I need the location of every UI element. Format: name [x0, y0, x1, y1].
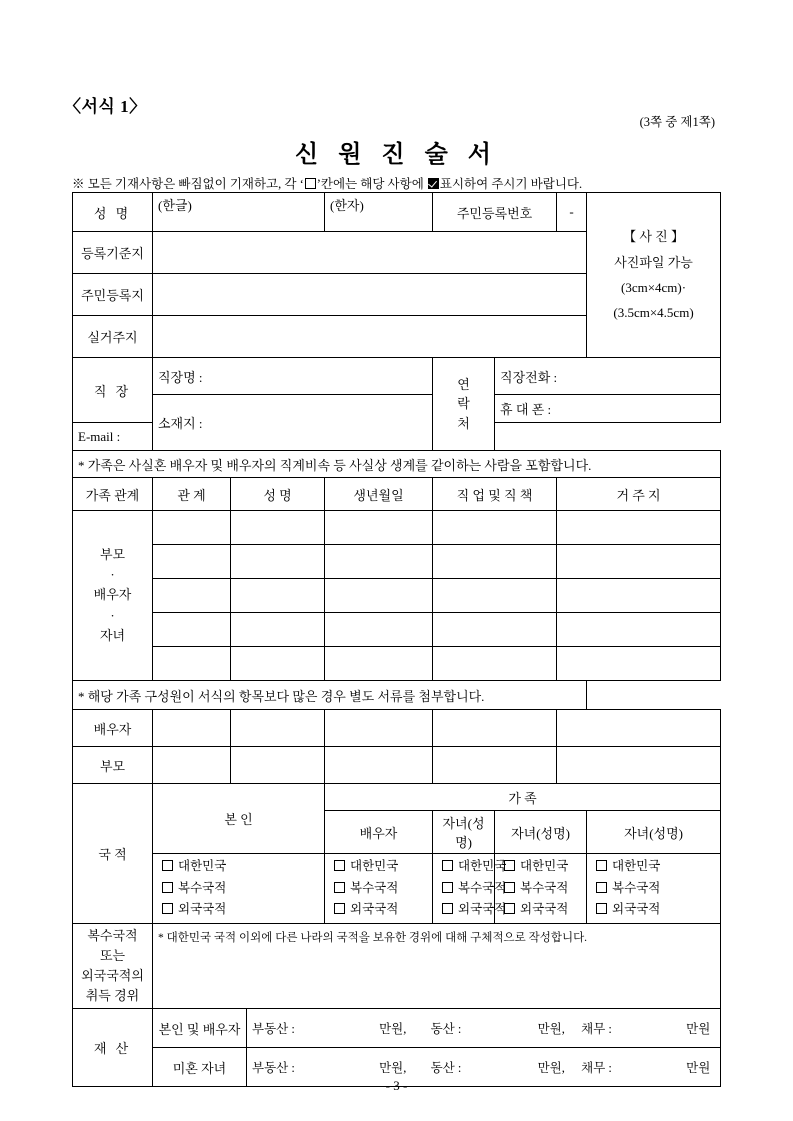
- page-footer: - 3 -: [385, 1078, 408, 1093]
- option-label: 대한민국: [350, 859, 399, 873]
- table-row-workplace-1: [73, 358, 721, 395]
- table-row-family-5: [73, 647, 721, 681]
- field-actual-residence[interactable]: [153, 316, 587, 358]
- field-family-residence[interactable]: [557, 545, 721, 579]
- option-label: 복수국적: [350, 880, 399, 895]
- family-group-line-2: ·: [110, 567, 115, 583]
- checkbox-child1-korean[interactable]: [438, 856, 507, 878]
- nationality-options-child-3: [587, 854, 721, 924]
- field-family-job[interactable]: [433, 647, 557, 681]
- empty-checkbox-icon: [305, 178, 316, 189]
- nationality-options-child-2: [495, 854, 587, 924]
- checkbox-icon[interactable]: [162, 903, 173, 914]
- header-nationality-spouse: 배우자: [325, 811, 433, 854]
- field-spouse-parent-job[interactable]: [433, 747, 557, 784]
- nationality-options-self: [153, 854, 325, 924]
- checkbox-child3-multiple[interactable]: [592, 878, 715, 900]
- label-assets-subject-children: 미혼 자녀: [153, 1048, 247, 1087]
- assets-unit-2: 만원,: [537, 1061, 565, 1076]
- photo-title: 【 사 진 】: [623, 229, 684, 245]
- label-resident-address: 주민등록지: [73, 274, 153, 316]
- field-spouse-parent-name[interactable]: [231, 710, 325, 747]
- statement-form-table: [72, 192, 721, 1087]
- field-family-job[interactable]: [433, 545, 557, 579]
- field-family-birthdate[interactable]: [325, 545, 433, 579]
- field-spouse-parent-relation[interactable]: [153, 747, 231, 784]
- header-birthdate: 생년월일: [325, 478, 433, 511]
- checkbox-icon[interactable]: [504, 882, 515, 893]
- assets-debt-label: 채무 :: [581, 1061, 612, 1076]
- checkbox-self-multiple[interactable]: [158, 878, 319, 900]
- assets-unit-2: 만원,: [537, 1022, 565, 1037]
- table-row-nationality-options: [73, 854, 721, 924]
- checkbox-icon[interactable]: [334, 860, 345, 871]
- field-resident-address[interactable]: [153, 274, 587, 316]
- field-family-job[interactable]: [433, 579, 557, 613]
- table-row-workplace-2: [73, 395, 721, 423]
- field-company-location[interactable]: 소재지 :: [153, 395, 433, 451]
- field-family-name[interactable]: [231, 613, 325, 647]
- multi-label-line-2: 또는: [99, 947, 126, 963]
- page-indicator: (3쪽 중 제1쪽): [639, 115, 715, 129]
- checkbox-icon[interactable]: [334, 903, 345, 914]
- contact-label-line-3: 처: [457, 415, 470, 431]
- header-job-title: 직 업 및 직 책: [433, 478, 557, 511]
- header-nationality-child-1: 자녀(성명): [433, 811, 495, 854]
- assets-debt-label: 채무 :: [581, 1022, 612, 1037]
- option-label: 복수국적: [458, 880, 507, 895]
- table-row-name: [73, 193, 721, 232]
- header-nationality-child-2: 자녀(성명): [495, 811, 587, 854]
- table-row-family-3: [73, 579, 721, 613]
- field-family-residence[interactable]: [557, 613, 721, 647]
- nationality-options-child-1: [433, 854, 507, 924]
- multi-nationality-note: * 대한민국 국적 이외에 다른 나라의 국적을 보유한 경위에 대해 구체적으로 작성합니다.: [158, 931, 588, 944]
- contact-label-line-1: 연: [457, 376, 470, 392]
- option-label: 대한민국: [520, 859, 569, 873]
- field-spouse-parent-residence[interactable]: [557, 710, 721, 747]
- notice-prefix: ※ 모든 기재사항은 빠짐없이 기재하고, 각 ‘: [72, 177, 304, 191]
- assets-unit-3: 만원: [686, 1022, 711, 1037]
- option-label: 외국국적: [520, 902, 569, 916]
- field-family-name[interactable]: [231, 647, 325, 681]
- table-row-spouse-parent-1: [73, 710, 721, 747]
- checkbox-spouse-foreign[interactable]: [330, 899, 427, 921]
- notice-suffix: 표시하여 주시기 바랍니다.: [439, 177, 583, 191]
- checkbox-icon[interactable]: [334, 882, 345, 893]
- assets-unit-3: 만원: [686, 1061, 711, 1076]
- label-family-group: [73, 511, 153, 681]
- form-notice: [72, 174, 582, 192]
- label-nationality-family: 가 족: [325, 784, 721, 811]
- checkbox-icon[interactable]: [442, 882, 453, 893]
- option-label: 대한민국: [458, 859, 507, 873]
- table-row-assets-1: [73, 1009, 721, 1048]
- family-note: * 가족은 사실혼 배우자 및 배우자의 직계비속 등 사실상 생계를 같이하는 사람을 포함합니다.: [73, 451, 721, 478]
- field-family-birthdate[interactable]: [325, 647, 433, 681]
- table-row-family-note: [73, 451, 721, 478]
- option-label: 복수국적: [178, 880, 227, 895]
- field-spouse-parent-name[interactable]: [231, 747, 325, 784]
- field-email[interactable]: E-mail :: [73, 423, 247, 451]
- photo-line-3: (3.5cm×4.5cm): [613, 305, 694, 321]
- checkbox-icon[interactable]: [442, 860, 453, 871]
- field-family-name[interactable]: [231, 545, 325, 579]
- header-family-name: 성 명: [231, 478, 325, 511]
- family-group-line-5: 자녀: [99, 627, 126, 643]
- multi-label-line-1: 복수국적: [87, 927, 138, 943]
- field-company-name[interactable]: 직장명 :: [153, 358, 433, 395]
- label-multi-nationality: [73, 923, 153, 1009]
- checkbox-icon[interactable]: [442, 903, 453, 914]
- option-label: 외국국적: [612, 902, 661, 916]
- field-family-job[interactable]: [433, 511, 557, 545]
- field-spouse-parent-residence[interactable]: [557, 747, 721, 784]
- field-assets-self[interactable]: [247, 1009, 721, 1048]
- checkbox-child2-korean[interactable]: [500, 856, 581, 878]
- field-family-birthdate[interactable]: [325, 511, 433, 545]
- form-number: 〈서식 1〉: [64, 97, 147, 116]
- notice-mid: ’칸에는 해당 사항에: [316, 177, 427, 191]
- field-family-name[interactable]: [231, 511, 325, 545]
- checkbox-self-korean[interactable]: [158, 856, 319, 878]
- family-group-line-1: 부모: [99, 547, 126, 563]
- checkbox-child1-foreign[interactable]: [438, 899, 507, 921]
- checkbox-icon[interactable]: [504, 903, 515, 914]
- field-spouse-parent-relation[interactable]: [153, 710, 231, 747]
- option-label: 복수국적: [520, 880, 569, 895]
- checkbox-self-foreign[interactable]: [158, 899, 319, 921]
- label-assets-subject-self: 본인 및 배우자: [153, 1009, 247, 1048]
- table-row-family-1: [73, 511, 721, 545]
- header-nationality-child-3: 자녀(성명): [587, 811, 721, 854]
- table-row-spouse-parent-2: [73, 747, 721, 784]
- label-nationality-self: 본 인: [153, 784, 325, 854]
- checked-checkbox-icon: [428, 178, 439, 189]
- family-group-line-4: ·: [110, 607, 115, 623]
- field-family-birthdate[interactable]: [325, 613, 433, 647]
- label-rrn: 주민등록번호: [433, 193, 557, 232]
- table-row-family-headers: [73, 478, 721, 511]
- checkbox-child2-foreign[interactable]: [500, 899, 581, 921]
- assets-real-estate-label: 부동산 :: [252, 1061, 295, 1076]
- photo-line-2: (3cm×4cm)·: [620, 280, 687, 295]
- option-label: 대한민국: [178, 859, 227, 873]
- table-row-family-4: [73, 613, 721, 647]
- multi-label-line-4: 취득 경위: [85, 987, 140, 1003]
- checkbox-child3-foreign[interactable]: [592, 899, 715, 921]
- field-family-relation[interactable]: [153, 647, 231, 681]
- assets-movable-label: 동산 :: [430, 1061, 462, 1076]
- assets-unit-1: 만원,: [379, 1061, 407, 1076]
- checkbox-icon[interactable]: [596, 903, 607, 914]
- label-actual-residence: 실거주지: [73, 316, 153, 358]
- checkbox-spouse-korean[interactable]: [330, 856, 427, 878]
- header-family-relation-group: 가족 관계: [73, 478, 153, 511]
- table-row-family-2: [73, 545, 721, 579]
- field-family-residence[interactable]: [557, 579, 721, 613]
- option-label: 대한민국: [612, 859, 661, 873]
- label-assets: 재 산: [73, 1009, 153, 1087]
- field-multi-nationality-detail[interactable]: [153, 923, 721, 1009]
- multi-label-line-3: 외국국적의: [81, 967, 144, 983]
- label-name: 성 명: [73, 193, 153, 232]
- label-contact: [433, 358, 495, 451]
- checkbox-child3-korean[interactable]: [592, 856, 715, 878]
- option-label: 복수국적: [612, 880, 661, 895]
- contact-label-line-2: 락: [457, 396, 470, 412]
- assets-real-estate-label: 부동산 :: [252, 1022, 295, 1037]
- checkbox-child1-multiple[interactable]: [438, 878, 507, 900]
- option-label: 외국국적: [350, 902, 399, 916]
- option-label: 외국국적: [458, 902, 507, 916]
- field-spouse-parent-birthdate[interactable]: [325, 710, 433, 747]
- label-spouse-parent-1: 배우자: [73, 710, 153, 747]
- field-name-hanja[interactable]: (한자): [325, 193, 433, 232]
- header-relation: 관 계: [153, 478, 231, 511]
- family-sub-note: * 해당 가족 구성원이 서식의 항목보다 많은 경우 별도 서류를 첨부합니다.: [73, 681, 587, 710]
- field-work-phone[interactable]: 직장전화 :: [495, 358, 721, 395]
- field-family-job[interactable]: [433, 613, 557, 647]
- field-registry-base[interactable]: [153, 232, 587, 274]
- label-registry-base: 등록기준지: [73, 232, 153, 274]
- field-name-hangul[interactable]: (한글): [153, 193, 325, 232]
- checkbox-icon[interactable]: [162, 860, 173, 871]
- assets-unit-1: 만원,: [379, 1022, 407, 1037]
- label-spouse-parent-2: 부모: [73, 747, 153, 784]
- checkbox-icon[interactable]: [162, 882, 173, 893]
- field-family-relation[interactable]: [153, 545, 231, 579]
- field-family-relation[interactable]: [153, 511, 231, 545]
- field-family-residence[interactable]: [557, 647, 721, 681]
- assets-movable-label: 동산 :: [430, 1022, 462, 1037]
- field-family-birthdate[interactable]: [325, 579, 433, 613]
- field-family-relation[interactable]: [153, 613, 231, 647]
- photo-line-1: 사진파일 가능: [614, 254, 693, 270]
- table-row-nationality-header-1: [73, 784, 721, 811]
- field-spouse-parent-birthdate[interactable]: [325, 747, 433, 784]
- nationality-options-spouse: [325, 854, 433, 924]
- page-title: 신 원 진 술 서: [295, 142, 498, 168]
- checkbox-icon[interactable]: [596, 860, 607, 871]
- field-rrn[interactable]: -: [557, 193, 587, 232]
- checkbox-icon[interactable]: [504, 860, 515, 871]
- field-family-relation[interactable]: [153, 579, 231, 613]
- checkbox-child2-multiple[interactable]: [500, 878, 581, 900]
- label-workplace: 직 장: [73, 358, 153, 423]
- header-family-residence: 거 주 지: [557, 478, 721, 511]
- checkbox-spouse-multiple[interactable]: [330, 878, 427, 900]
- field-family-residence[interactable]: [557, 511, 721, 545]
- field-mobile-phone[interactable]: 휴 대 폰 :: [495, 395, 721, 423]
- table-row-family-subnote: [73, 681, 721, 710]
- checkbox-icon[interactable]: [596, 882, 607, 893]
- label-nationality: 국 적: [73, 784, 153, 924]
- option-label: 외국국적: [178, 902, 227, 916]
- table-row-multi-nationality: [73, 923, 721, 1009]
- family-group-line-3: 배우자: [93, 587, 132, 603]
- photo-box[interactable]: [587, 193, 721, 358]
- field-family-name[interactable]: [231, 579, 325, 613]
- field-spouse-parent-job[interactable]: [433, 710, 557, 747]
